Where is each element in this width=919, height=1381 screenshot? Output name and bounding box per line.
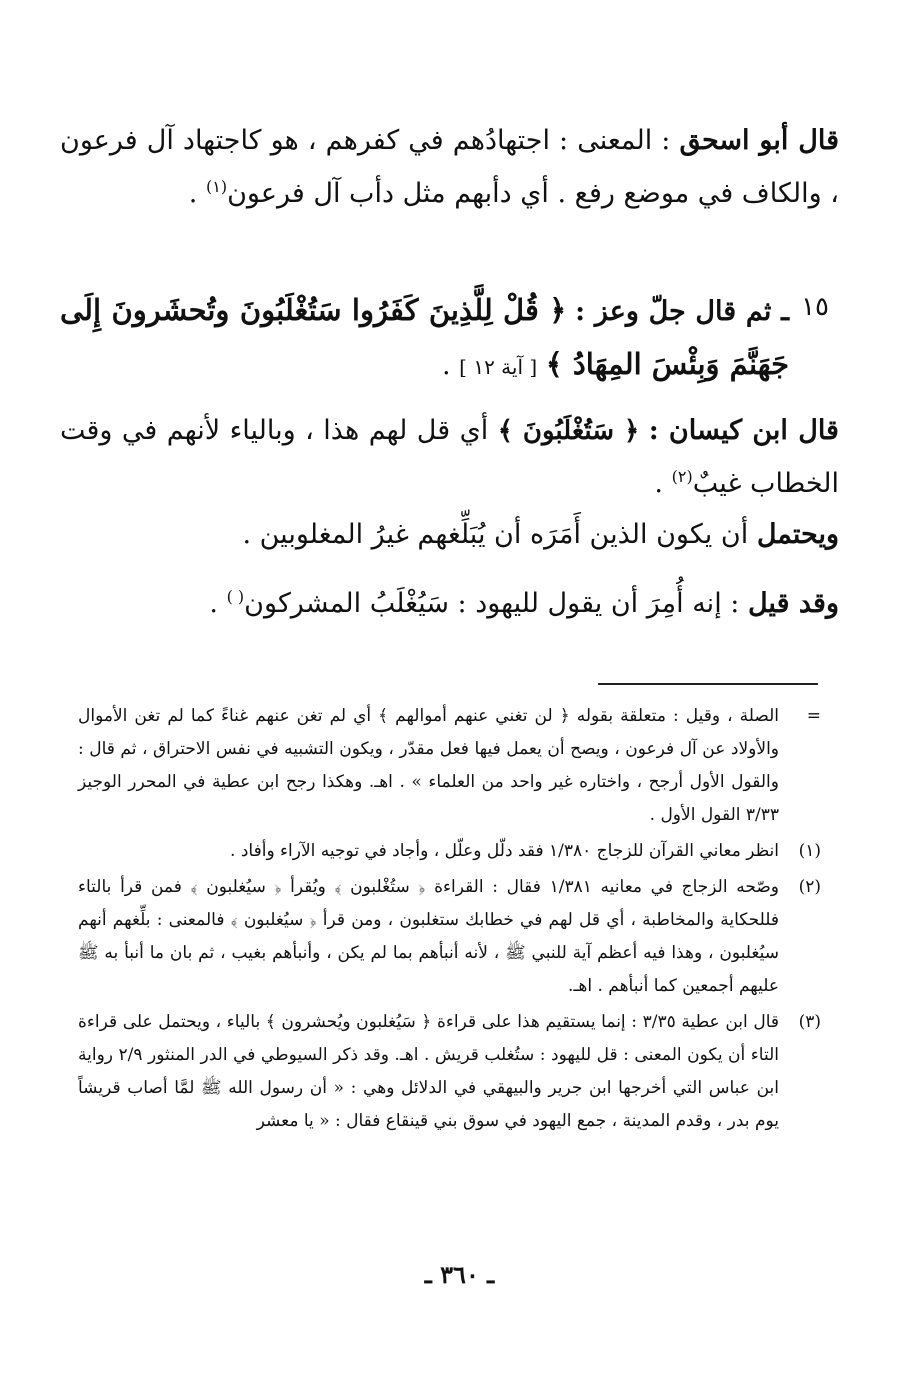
- verse-intro: ـ ثم قال جلّ وعز :: [575, 296, 789, 327]
- paragraph-abu-ishaq: قال أبو اسحق : المعنى : اجتهادُهم في كفرهم ، هو كاجتهاد آل فرعون ، والكاف في موضع رفع . أي دأبهم مثل دأب آل فرعون$^{(١)}$ .: [60, 125, 839, 209]
- paragraph-text: : إنه أُمِرَ أن يقول لليهود : سَيُغْلَبُ المشركون: [244, 588, 740, 619]
- quran-quote: ﴿ سَتُغْلَبُونَ ﴾: [497, 416, 640, 446]
- footnote-marker: (١): [798, 841, 821, 861]
- footnotes: [78, 700, 819, 1141]
- footnote-1: [78, 835, 819, 868]
- footnote-marker: (٣): [798, 1012, 821, 1032]
- quran-verse: ﴿ قُلْ لِلَّذِينَ كَفَرُوا سَتُغْلَبُونَ وتُحشَرونَ إِلَى جَهَنَّمَ وَبِئْسَ المِهَادُ ﴾: [60, 293, 789, 381]
- footnote-text: الصلة ، وقيل : متعلقة بقوله ﴿ لن تغني عنهم أموالهم ﴾ أي لم تغن عنهم غناءً كما لم تغن الأموال والأولاد عن آل فرعون ، ويصح أن يعمل فيها فعل مقدّر ، ويكون التشبيه في نفس الاحتراق ، ثم قال : والقول الأول أرجح ، واختاره غير واحد من العلماء » . اهـ. وهكذا رجح ابن عطية في المحرر الوجيز ٣/٣٣ القول الأول .: [78, 706, 779, 825]
- lead-word: وقد قيل: [747, 588, 839, 619]
- paragraph-yahtamil: [60, 512, 839, 558]
- footnote-3: [78, 1006, 819, 1138]
- speaker-abu-ishaq: قال أبو اسحق: [679, 125, 839, 156]
- aya-reference: [ آية ١٢ ]: [459, 355, 538, 379]
- page-number: ـ ٣٦٠ ـ: [424, 1260, 495, 1289]
- footnote-text: قال ابن عطية ٣/٣٥ : إنما يستقيم هذا على قراءة ﴿ سَيُغلبون ويُحشرون ﴾ بالياء ، ويحتمل على قراءة التاء أن يكون المعنى : قل لليهود : ستُغلب قريش . اهـ. وقد ذكر السيوطي في الدر المنثور ٢/٩ رواية ابن عباس التي أخرجها ابن جرير والبيهقي في الدلائل وهي : « أن رسول الله ﷺ لمَّا أصاب قريشاً يوم بدر ، وقدم المدينة ، جمع اليهود في سوق بني قينقاع فقال : « يا معشر: [78, 1012, 779, 1131]
- lead-word: ويحتمل: [756, 519, 839, 550]
- paragraph-qad-qila: وقد قيل : إنه أُمِرَ أن يقول لليهود : سَيُغْلَبُ المشركون( ) .: [209, 587, 839, 619]
- verse-number: ١٥: [801, 292, 829, 322]
- footnote-2: [78, 871, 819, 1003]
- footnote-separator: [598, 683, 818, 685]
- footnote-text: وصّحه الزجاج في معانيه ١/٣٨١ فقال : القراءة ﴿ ستُغْلبون ﴾ ويُقرأ ﴿ سيُغلبون ﴾ فمن قرأ بالتاء فللحكاية والمخاطبة ، أي قل لهم في خطابك ستغلبون ، ومن قرأ ﴿ سيُغلبون ﴾ فالمعنى : بلِّغهم أنهم سيُغلبون ، وهذا فيه أعظم آية للنبي ﷺ ، لأنه أنبأهم بما لم يكن ، وأنبأهم بغيب ، ثم بان ما أنبأ به ﷺ عليهم أجمعين كما أنبأهم . اهـ.: [78, 877, 779, 996]
- footnote-marker: (٢): [798, 877, 821, 897]
- footnote-ref-2: (٢): [671, 467, 693, 486]
- verse-block: ـ ثم قال جلّ وعز : ﴿ قُلْ لِلَّذِينَ كَفَرُوا سَتُغْلَبُونَ وتُحشَرونَ إِلَى جَهَنَّمَ وَبِئْسَ المِهَادُ ﴾ [ آية ١٢ ] .: [60, 293, 789, 381]
- footnote-continued: [78, 700, 819, 832]
- paragraph-text: أن يكون الذين أَمَرَه أن يُبَلِّغهم غيرُ المغلوبين .: [242, 519, 749, 550]
- footnote-marker: =: [806, 706, 821, 726]
- paragraph-ibn-kaysan: قال ابن كيسان : ﴿ سَتُغْلَبُونَ ﴾ أي قل لهم هذا ، وبالياء لأنهم في وقت الخطاب غيبٌ$^{(٢)}$ .: [60, 415, 839, 499]
- paragraph-text: أي قل لهم هذا ، وبالياء لأنهم في وقت الخطاب غيبٌ: [60, 415, 839, 499]
- footnote-ref-3: ( ): [226, 587, 245, 606]
- footnote-ref-1: (١): [205, 177, 228, 196]
- footnote-text: انظر معاني القرآن للزجاج ١/٣٨٠ فقد دلّل وعلّل ، وأجاد في توجيه الآراء وأفاد .: [230, 841, 779, 861]
- speaker-ibn-kaysan: قال ابن كيسان :: [648, 415, 839, 446]
- paragraph-text: : المعنى : اجتهادُهم في كفرهم ، هو كاجتهاد آل فرعون ، والكاف في موضع رفع . أي دأبهم مثل دأب آل فرعون: [60, 125, 839, 209]
